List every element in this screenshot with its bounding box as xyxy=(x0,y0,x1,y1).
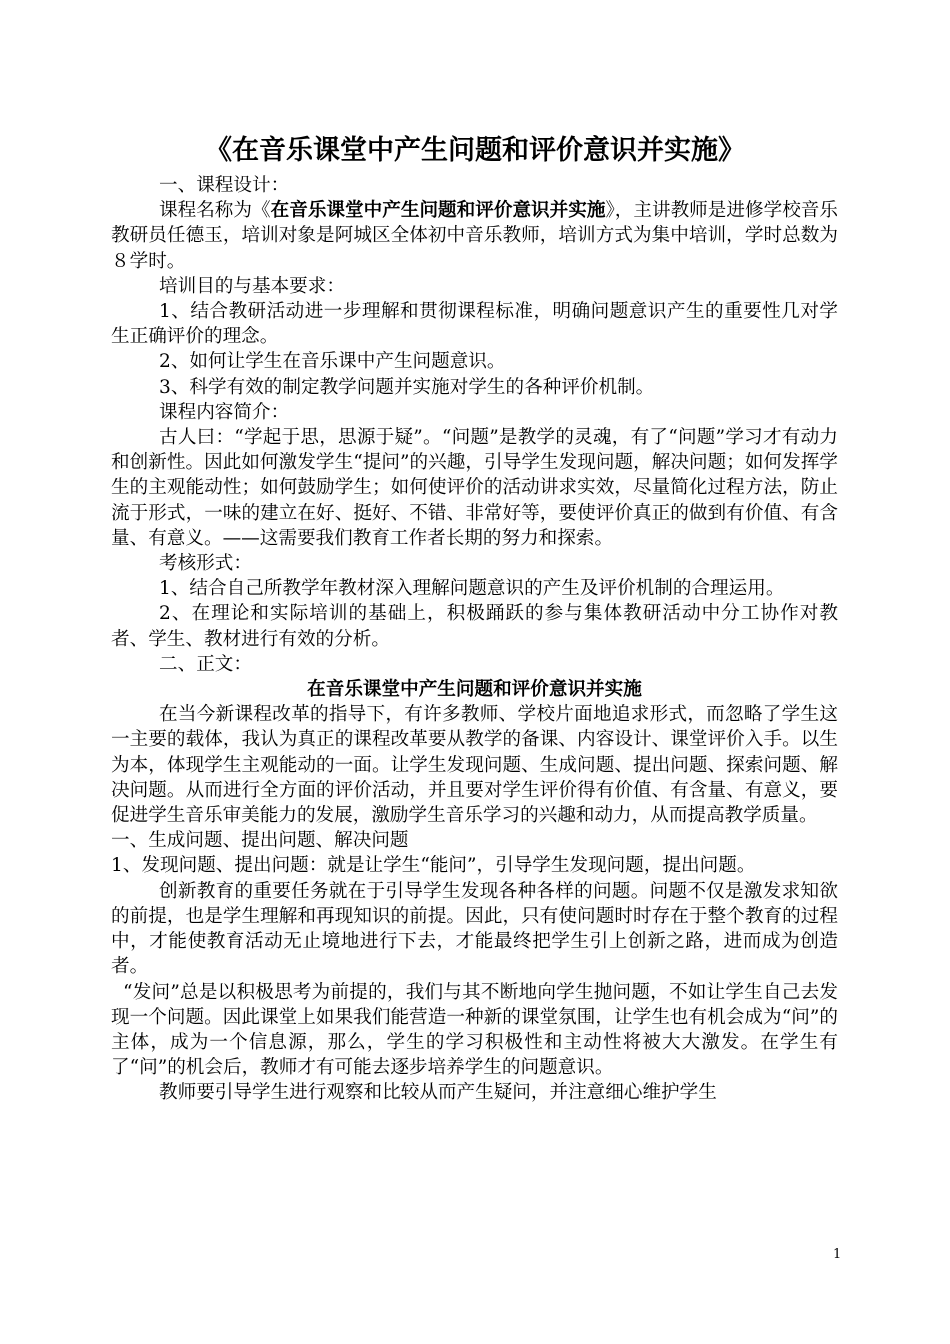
course-intro-paragraph xyxy=(111,198,838,274)
course-name-bold: 在音乐课堂中产生问题和评价意识并实施 xyxy=(270,200,606,222)
content-paragraph: 古人曰：“学起于思，思源于疑”。“问题”是教学的灵魂，有了“问题”学习才有动力和创新性。因此如何激发学生“提问”的兴趣，引导学生发现问题，解决问题；如何发挥学生的主观能动性；如何鼓励学生；如何使评价的活动讲求实效，尽量简化过程方法，防止流于形式，一味的建立在好、挺好、不错、非常好等，要使评价真正的做到有价值、有含量、有意义。——这需要我们教育工作者长期的努力和探索。 xyxy=(111,427,838,549)
page-number: 1 xyxy=(833,1247,842,1262)
assess-item-1: 1、结合自己所教学年教材深入理解问题意识的产生及评价机制的合理运用。 xyxy=(159,578,785,600)
document-body xyxy=(111,173,838,1106)
goal-item-1: 1、结合教研活动进一步理解和贯彻课程标准，明确问题意识产生的重要性几对学生正确评价的理念。 xyxy=(111,301,838,348)
goal-item-2: 2、如何让学生在音乐课中产生问题意识。 xyxy=(159,351,506,373)
sub-heading-1: 一、生成问题、提出问题、解决问题 xyxy=(111,830,409,852)
body-title: 在音乐课堂中产生问题和评价意识并实施 xyxy=(307,679,642,701)
assess-heading: 考核形式： xyxy=(159,553,252,575)
course-intro-suffix: 》，主讲教师是进修学校音乐教研员任德玉，培训对象是阿城区全体初中音乐教师，培训方式为集中培训，学时总数为８学时。 xyxy=(111,200,838,272)
document-title: 《在音乐课堂中产生问题和评价意识并实施》 xyxy=(205,135,745,166)
section-heading-main-text: 二、正文： xyxy=(159,653,252,675)
goal-item-3: 3、科学有效的制定教学问题并实施对学生的各种评价机制。 xyxy=(159,376,655,398)
assess-item-2: 2、在理论和实际培训的基础上，积极踊跃的参与集体教研活动中分工协作对教者、学生、教材进行有效的分析。 xyxy=(111,603,838,650)
goals-heading: 培训目的与基本要求： xyxy=(159,275,345,297)
course-intro-prefix: 课程名称为《 xyxy=(159,200,271,222)
body-paragraph-4: 教师要引导学生进行观察和比较从而产生疑问，并注意细心维护学生 xyxy=(159,1082,717,1104)
body-paragraph-3: “发问”总是以积极思考为前提的，我们与其不断地向学生抛问题，不如让学生自己去发现一个问题。因此课堂上如果我们能营造一种新的课堂氛围，让学生也有机会成为“问”的主体，成为一个信息源，那么，学生的学习积极性和主动性将被大大激发。在学生有了“问”的机会后，教师才有可能去逐步培养学生的问题意识。 xyxy=(111,981,838,1079)
sub-item-1-1: 1、发现问题、提出问题：就是让学生“能问”，引导学生发现问题，提出问题。 xyxy=(111,855,756,877)
content-heading: 课程内容简介： xyxy=(159,401,290,423)
body-paragraph-2: 创新教育的重要任务就在于引导学生发现各种各样的问题。问题不仅是激发求知欲的前提，也是学生理解和再现知识的前提。因此，只有使问题时时存在于整个教育的过程中，才能使教育活动无止境地进行下去，才能最终把学生引上创新之路，进而成为创造者。 xyxy=(111,880,838,978)
section-heading-course-design: 一、课程设计： xyxy=(159,175,290,196)
body-paragraph-1: 在当今新课程改革的指导下，有许多教师、学校片面地追求形式，而忽略了学生这一主要的载体，我认为真正的课程改革要从教学的备课、内容设计、课堂评价入手。以生为本，体现学生主观能动的一面。让学生发现问题、生成问题、提出问题、探索问题、解决问题。从而进行全方面的评价活动，并且要对学生评价得有价值、有含量、有意义，要促进学生音乐审美能力的发展，激励学生音乐学习的兴趣和动力，从而提高教学质量。 xyxy=(111,704,838,827)
